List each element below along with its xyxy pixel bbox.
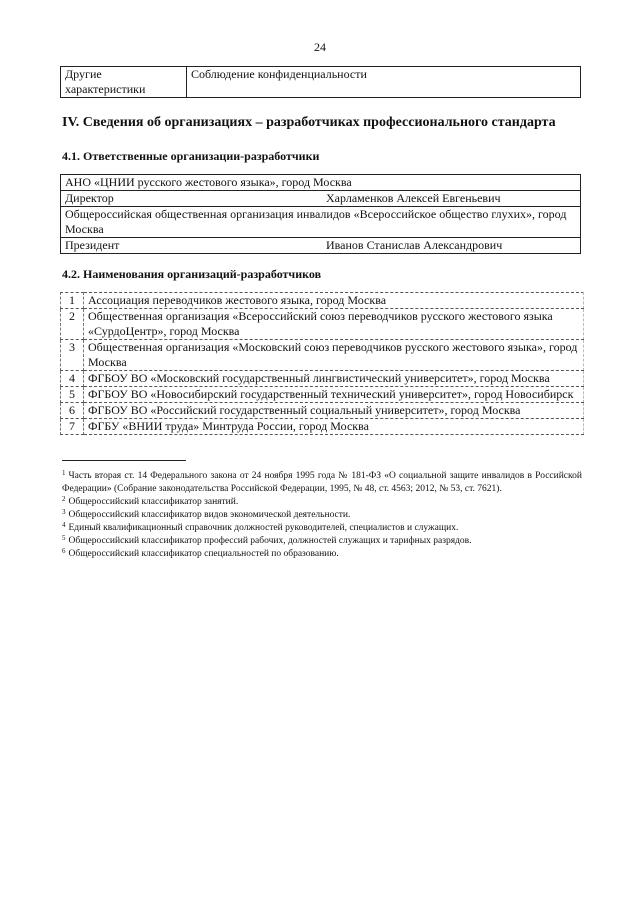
characteristics-value: Соблюдение конфиденциальности bbox=[187, 67, 581, 98]
footnote-text: Общероссийский классификатор видов экономической деятельности. bbox=[68, 510, 351, 520]
footnote-mark: 2 bbox=[62, 495, 66, 503]
subsection-title-responsible: 4.1. Ответственные организации-разработчики bbox=[62, 149, 320, 163]
row-number: 2 bbox=[61, 309, 84, 340]
footnote-mark: 4 bbox=[62, 521, 66, 529]
characteristics-label: Другие характеристики bbox=[61, 67, 187, 98]
head-title: Президент bbox=[61, 238, 323, 254]
footnote bbox=[62, 522, 582, 535]
table-row bbox=[61, 293, 584, 309]
developer-name: Ассоциация переводчиков жестового языка, город Москва bbox=[84, 293, 584, 309]
footnote bbox=[62, 470, 582, 496]
responsible-organizations-table bbox=[60, 174, 581, 254]
row-number: 3 bbox=[61, 340, 84, 371]
head-name: Харламенков Алексей Евгеньевич bbox=[322, 191, 581, 207]
head-title: Директор bbox=[61, 191, 323, 207]
footnote bbox=[62, 548, 582, 561]
row-number: 6 bbox=[61, 403, 84, 419]
responsible-org-name: АНО «ЦНИИ русского жестового языка», город Москва bbox=[61, 175, 581, 191]
row-number: 1 bbox=[61, 293, 84, 309]
developer-name: ФГБОУ ВО «Российский государственный социальный университет», город Москва bbox=[84, 403, 584, 419]
developer-name: Общественная организация «Всероссийский союз переводчиков русского жестового языка «СурдоЦентр», город Москва bbox=[84, 309, 584, 340]
table-row bbox=[61, 403, 584, 419]
developer-name: ФГБУ «ВНИИ труда» Минтруда России, город Москва bbox=[84, 419, 584, 435]
footnote bbox=[62, 509, 582, 522]
table-row bbox=[61, 309, 584, 340]
other-characteristics-table bbox=[60, 66, 581, 98]
table-row bbox=[61, 419, 584, 435]
row-number: 7 bbox=[61, 419, 84, 435]
footnote-mark: 6 bbox=[62, 547, 66, 555]
footnote-mark: 3 bbox=[62, 508, 66, 516]
table-row bbox=[61, 175, 581, 191]
table-row bbox=[61, 191, 581, 207]
footnote-text: Общероссийский классификатор специальностей по образованию. bbox=[68, 549, 339, 559]
row-number: 4 bbox=[61, 371, 84, 387]
footnote-text: Общероссийский классификатор занятий. bbox=[68, 497, 239, 507]
footnote-mark: 1 bbox=[62, 469, 66, 477]
footnote-mark: 5 bbox=[62, 534, 66, 542]
developer-name: ФГБОУ ВО «Московский государственный лингвистический университет», город Москва bbox=[84, 371, 584, 387]
subsection-title-developers: 4.2. Наименования организаций-разработчиков bbox=[62, 267, 322, 281]
developer-name: Общественная организация «Московский союз переводчиков русского жестового языка», город Москва bbox=[84, 340, 584, 371]
table-row bbox=[61, 207, 581, 238]
head-name: Иванов Станислав Александрович bbox=[322, 238, 581, 254]
footnote-text: Общероссийский классификатор профессий рабочих, должностей служащих и тарифных разрядов. bbox=[68, 536, 472, 546]
footnote-separator bbox=[62, 460, 186, 461]
footnote-text: Единый квалификационный справочник должностей руководителей, специалистов и служащих. bbox=[68, 523, 459, 533]
table-row bbox=[61, 238, 581, 254]
footnotes bbox=[62, 470, 582, 561]
page-number: 24 bbox=[314, 40, 326, 54]
responsible-org-name: Общероссийская общественная организация инвалидов «Всероссийское общество глухих», город Москва bbox=[61, 207, 581, 238]
table-row bbox=[61, 387, 584, 403]
table-row bbox=[61, 371, 584, 387]
developer-name: ФГБОУ ВО «Новосибирский государственный технический университет», город Новосибирск bbox=[84, 387, 584, 403]
footnote-text: Часть вторая ст. 14 Федерального закона от 24 ноября 1995 года № 181-ФЗ «О социальной защите инвалидов в Российской Федерации» (Собрание законодательства Российской Федерации, 1995, № 48, ст. 4563; 2012, № 53, ст. 7621). bbox=[62, 471, 582, 494]
table-row bbox=[61, 67, 581, 98]
section-title: IV. Сведения об организациях – разработчиках профессионального стандарта bbox=[62, 115, 556, 130]
footnote bbox=[62, 496, 582, 509]
table-row bbox=[61, 340, 584, 371]
row-number: 5 bbox=[61, 387, 84, 403]
developer-organizations-table bbox=[60, 292, 584, 435]
footnote bbox=[62, 535, 582, 548]
